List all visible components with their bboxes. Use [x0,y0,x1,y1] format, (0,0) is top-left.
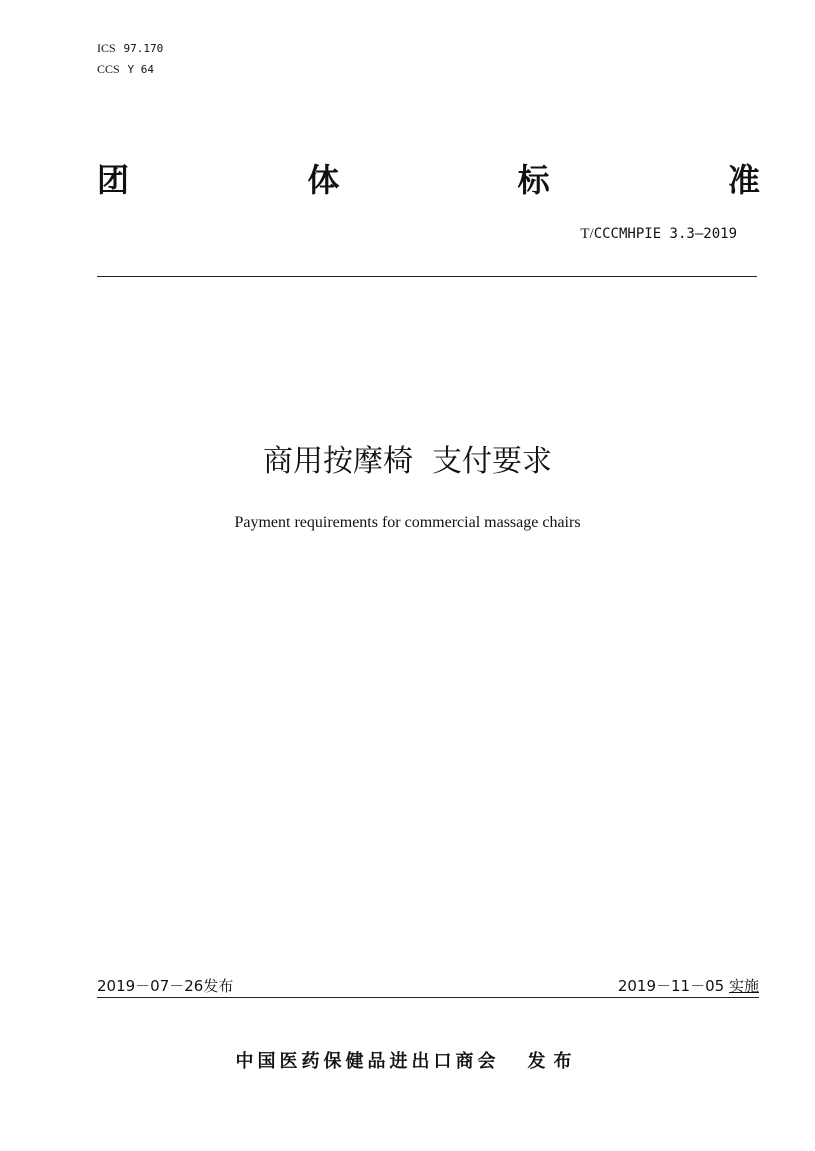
implement-date: 2019－11－05 [617,977,725,995]
standard-type-char: 团 [97,161,130,199]
header-divider [97,276,757,277]
implement-date-block [618,975,759,996]
standard-number-code: CCCMHPIE 3.3—2019 [593,226,737,242]
ics-code: 97.170 [123,42,164,55]
ccs-classification [97,62,154,77]
document-title-english: Payment requirements for commercial massage chairs [234,514,581,531]
standard-number-prefix: T/ [580,226,594,242]
standard-type-heading [97,156,760,200]
document-title-chinese: 商用按摩椅 支付要求 [262,444,553,479]
publisher-action: 发布 [527,1051,580,1072]
publisher-line [0,1047,815,1073]
standard-type-char: 体 [307,161,340,199]
standard-type-char: 标 [517,161,550,199]
issue-date: 2019－07－26 [97,977,204,995]
implement-label: 实施 [728,977,759,995]
ccs-label: CCS [97,62,120,76]
ccs-code: Y 64 [127,63,155,76]
publisher-name: 中国医药保健品进出口商会 [235,1051,500,1072]
issue-date-block [97,975,233,996]
ics-label: ICS [97,41,116,55]
standard-number [580,224,737,243]
date-row [97,975,759,998]
ics-classification [97,41,163,56]
issue-label: 发布 [203,977,234,995]
standard-type-char: 准 [727,161,760,199]
